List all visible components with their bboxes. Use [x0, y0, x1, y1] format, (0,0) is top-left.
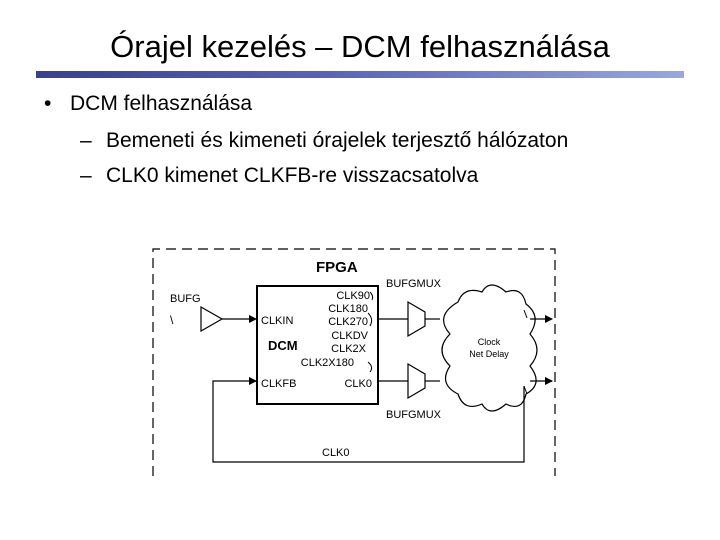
subbullet-marker: – [80, 129, 92, 152]
clk270-pin: CLK270 [328, 316, 368, 328]
clk2x180-pin: CLK2X180 [300, 357, 354, 369]
clkdv-pin: CLKDV [331, 330, 368, 342]
bullet-marker: • [44, 92, 52, 115]
clk0-pin: CLK0 [344, 378, 372, 390]
bufgmux-bottom-icon [408, 364, 425, 398]
cloud-label-line1: Clock [477, 337, 501, 347]
bufgmux-top-icon [408, 302, 425, 336]
clk2x-pin: CLK2X [331, 343, 366, 355]
dcm-label: DCM [268, 338, 298, 353]
clk90-pin: CLK90 [336, 290, 370, 302]
input-slash: \ [170, 313, 174, 327]
slide-title: Órajel kezelés – DCM felhasználása [110, 29, 610, 64]
bufg-label: BUFG [170, 293, 201, 305]
clkin-pin: CLKIN [261, 315, 294, 327]
cloud-label-line2: Net Delay [469, 349, 509, 359]
subbullet-marker: – [80, 164, 92, 187]
clk180-pin: CLK180 [328, 303, 368, 315]
clock-net-delay-cloud [442, 285, 537, 411]
feedback-clk0-label: CLK0 [322, 447, 350, 459]
fpga-label: FPGA [316, 259, 358, 276]
bufg-icon [201, 307, 222, 331]
bullet-text: DCM felhasználása [70, 92, 253, 115]
clkfb-pin: CLKFB [261, 378, 297, 390]
bufgmux-top-label: BUFGMUX [386, 278, 441, 290]
subbullet-text: Bemeneti és kimeneti órajelek terjesztő hálózaton [106, 129, 569, 152]
subbullet-text: CLK0 kimenet CLKFB-re visszacsatolva [106, 164, 479, 187]
bufgmux-bottom-label: BUFGMUX [386, 409, 441, 421]
